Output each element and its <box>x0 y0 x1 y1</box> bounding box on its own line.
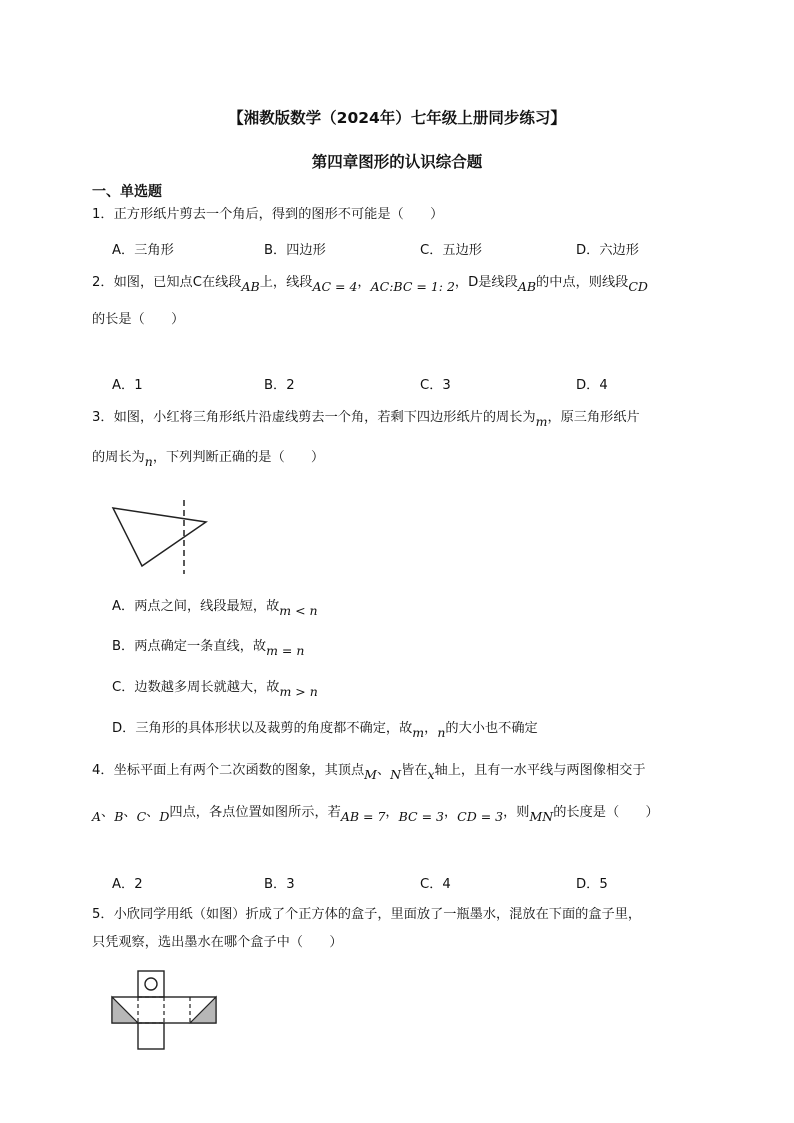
question-3-stem-line2: 的周长为n，下列判断正确的是（ ） <box>92 450 325 469</box>
question-2-stem-line1: 2．如图，已知点C在线段AB上，线段AC = 4，AC:BC = 1: 2，D是线段AB的中点，则线段CD <box>92 275 648 294</box>
question-1-option-a: A．三角形 <box>112 243 174 258</box>
question-5-stem-line1: 5．小欣同学用纸（如图）折成了个正方体的盒子，里面放了一瓶墨水，混放在下面的盒子里， <box>92 907 642 922</box>
question-4-option-a: A．2 <box>112 877 143 892</box>
question-4-stem-line1: 4．坐标平面上有两个二次函数的图象，其顶点M、N皆在x轴上，且有一水平线与两图像相交于 <box>92 763 646 782</box>
document-title: 【湘教版数学（2024年）七年级上册同步练习】 <box>228 109 566 127</box>
question-2-stem-line2: 的长是（ ） <box>92 312 185 327</box>
chapter-title: 第四章图形的认识综合题 <box>311 153 483 171</box>
question-1-option-c: C．五边形 <box>420 243 482 258</box>
question-1-option-b: B．四边形 <box>264 243 326 258</box>
question-2-option-b: B．2 <box>264 378 295 393</box>
question-3-option-c: C．边数越多周长就越大，故m > n <box>112 680 318 699</box>
question-4-option-d: D．5 <box>576 877 608 892</box>
triangle-cut-figure <box>108 496 228 576</box>
question-3-option-b: B．两点确定一条直线，故m = n <box>112 639 305 658</box>
question-2-option-a: A．1 <box>112 378 143 393</box>
question-3-option-a: A．两点之间，线段最短，故m < n <box>112 599 318 618</box>
question-4-stem-line2: A、B、C、D四点，各点位置如图所示，若AB = 7，BC = 3，CD = 3，则MN的长度是（ ） <box>92 805 659 824</box>
question-4-option-b: B．3 <box>264 877 295 892</box>
question-1-option-d: D．六边形 <box>576 243 639 258</box>
question-2-option-c: C．3 <box>420 378 451 393</box>
question-3-option-d: D．三角形的具体形状以及裁剪的角度都不确定，故m，n的大小也不确定 <box>112 721 538 740</box>
question-3-stem-line1: 3．如图，小红将三角形纸片沿虚线剪去一个角，若剩下四边形纸片的周长为m，原三角形纸片 <box>92 410 640 429</box>
question-5-stem-line2: 只凭观察，选出墨水在哪个盒子中（ ） <box>92 935 343 950</box>
question-4-option-c: C．4 <box>420 877 451 892</box>
section-heading: 一、单选题 <box>92 184 162 200</box>
question-2-option-d: D．4 <box>576 378 608 393</box>
cube-net-figure <box>112 970 222 1050</box>
question-1-stem: 1．正方形纸片剪去一个角后，得到的图形不可能是（ ） <box>92 207 444 222</box>
